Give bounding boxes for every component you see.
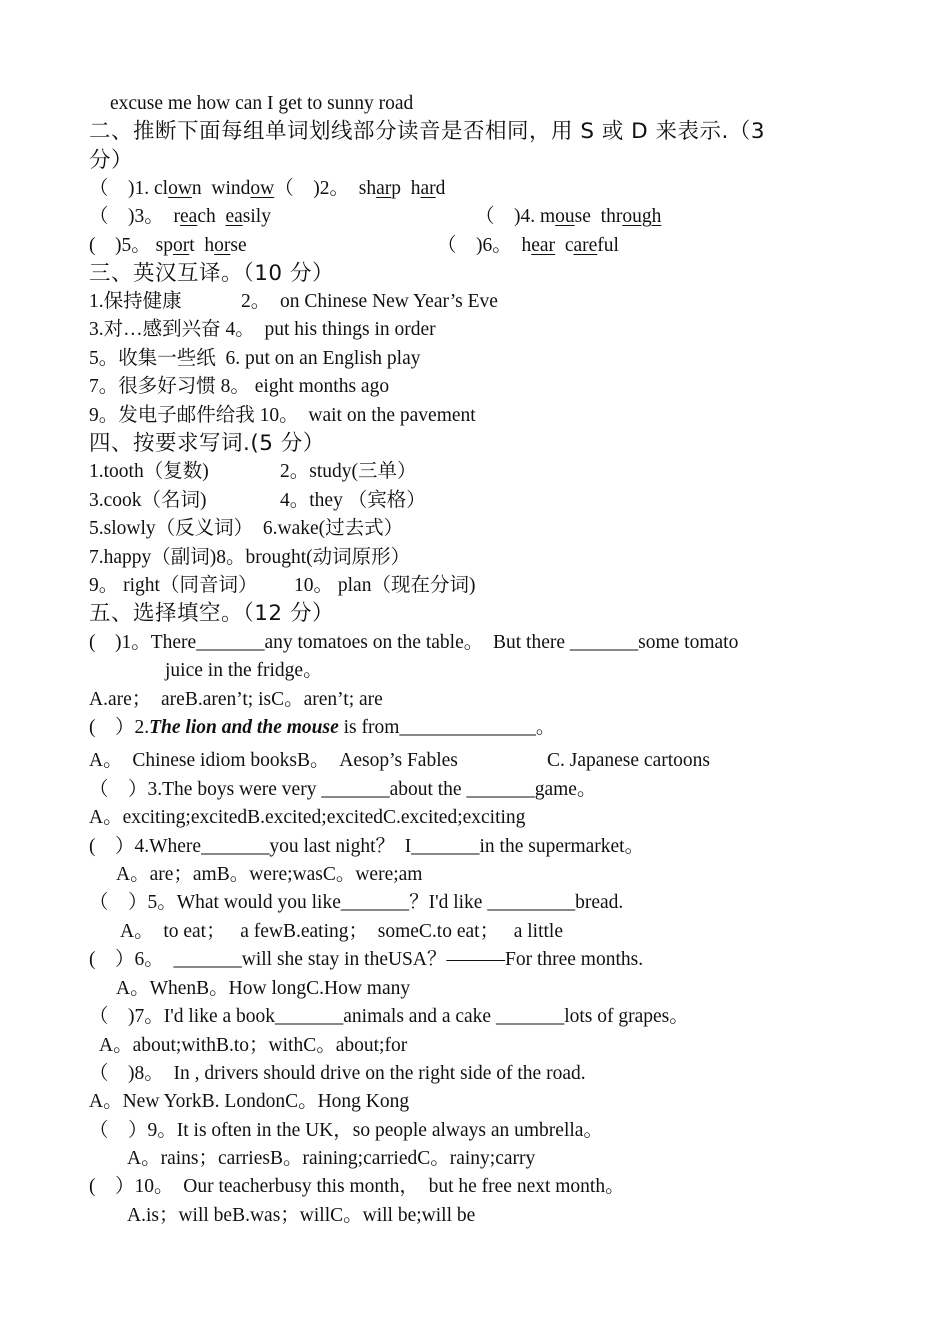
s5-options-2-left: A。 Chinese idiom booksB。 Aesop’s Fables <box>89 750 458 771</box>
s5-question-2: ( ）2.The lion and the mouse is from______________。 <box>89 717 556 738</box>
s4-row-1-right: 2。study(三单） <box>280 461 417 482</box>
s3-row-1-right: 2。 on Chinese New Year’s Eve <box>241 291 498 312</box>
s5-options-2-right: C. Japanese cartoons <box>547 750 710 771</box>
s2-row-1: （ )1. clown window（ )2。 sharp hard <box>89 178 446 199</box>
s5-question-9: （ ）9。It is often in the UK，so people always an umbrella。 <box>89 1120 603 1141</box>
s5-options-10: A.is；will beB.was；willC。will be;will be <box>127 1205 476 1226</box>
section-3-title: 三、英汉互译。（10 分） <box>89 261 334 286</box>
s5-options-5: A。 to eat； a fewB.eating； someC.to eat； a little <box>120 921 563 942</box>
s2-row-3-right: （ )6。 hear careful <box>437 235 619 256</box>
s4-row-4: 7.happy（副词)8。brought(动词原形） <box>89 547 411 568</box>
section-5-title: 五、选择填空。（12 分） <box>89 601 334 626</box>
intro-line: excuse me how can I get to sunny road <box>110 93 414 114</box>
s5-options-4: A。are；amB。were;wasC。were;am <box>116 864 423 885</box>
s4-row-2-left: 3.cook（名词) <box>89 490 207 511</box>
s3-row-4: 7。很多好习惯 8。 eight months ago <box>89 376 390 397</box>
s5-question-8: （ )8。 In , drivers should drive on the right side of the road. <box>89 1063 586 1084</box>
s5-question-10: ( ）10。 Our teacherbusy this month， but he free next month。 <box>89 1176 625 1197</box>
s5-options-6: A。WhenB。How longC.How many <box>116 978 411 999</box>
s3-row-1-left: 1.保持健康 <box>89 291 182 312</box>
s5-options-9: A。rains；carriesB。raining;carriedC。rainy;carry <box>127 1148 536 1169</box>
s2-row-3-left: ( )5。 sport horse <box>89 235 247 256</box>
s5-question-1-cont: juice in the fridge。 <box>165 660 323 681</box>
s4-row-1-left: 1.tooth（复数) <box>89 461 209 482</box>
s3-row-3: 5。收集一些纸 6. put on an English play <box>89 348 421 369</box>
s5-question-1: ( )1。There_______any tomatoes on the table。 But there _______some tomato <box>89 632 739 653</box>
section-2-title: 二、推断下面每组单词划线部分读音是否相同，用 S 或 D 来表示.（3 <box>89 119 766 144</box>
s3-row-2: 3.对…感到兴奋 4。 put his things in order <box>89 319 436 340</box>
section-4-title: 四、按要求写词.(5 分） <box>89 431 325 456</box>
s5-question-3: （ ）3.The boys were very _______about the _______game。 <box>89 779 597 800</box>
s5-options-3: A。exciting;excitedB.excited;excitedC.excited;exciting <box>89 807 526 828</box>
s4-row-5-left: 9。 right（同音词） <box>89 575 258 596</box>
s5-question-7: （ )7。I'd like a book_______animals and a cake _______lots of grapes。 <box>89 1006 689 1027</box>
s2-row-2-left: （ )3。 reach easily <box>89 206 271 227</box>
s2-row-2-right: （ )4. mouse through <box>475 206 662 227</box>
s5-question-6: ( ）6。 _______will she stay in theUSA？———For three months. <box>89 949 644 970</box>
s5-options-8: A。New YorkB. LondonC。Hong Kong <box>89 1091 410 1112</box>
s4-row-2-right: 4。they （宾格） <box>280 490 426 511</box>
s5-question-5: （ ）5。What would you like_______？I'd like _________bread. <box>89 892 624 913</box>
s5-options-7: A。about;withB.to；withC。about;for <box>99 1035 408 1056</box>
section-2-title-cont: 分） <box>89 148 134 173</box>
s5-options-1: A.are； areB.aren’t; isC。aren’t; are <box>89 689 383 710</box>
s4-row-3: 5.slowly（反义词） 6.wake(过去式） <box>89 518 404 539</box>
s4-row-5-right: 10。 plan（现在分词) <box>294 575 476 596</box>
s3-row-5: 9。发电子邮件给我 10。 wait on the pavement <box>89 405 476 426</box>
s5-question-4: ( ）4.Where_______you last night？ I_______in the supermarket。 <box>89 836 645 857</box>
